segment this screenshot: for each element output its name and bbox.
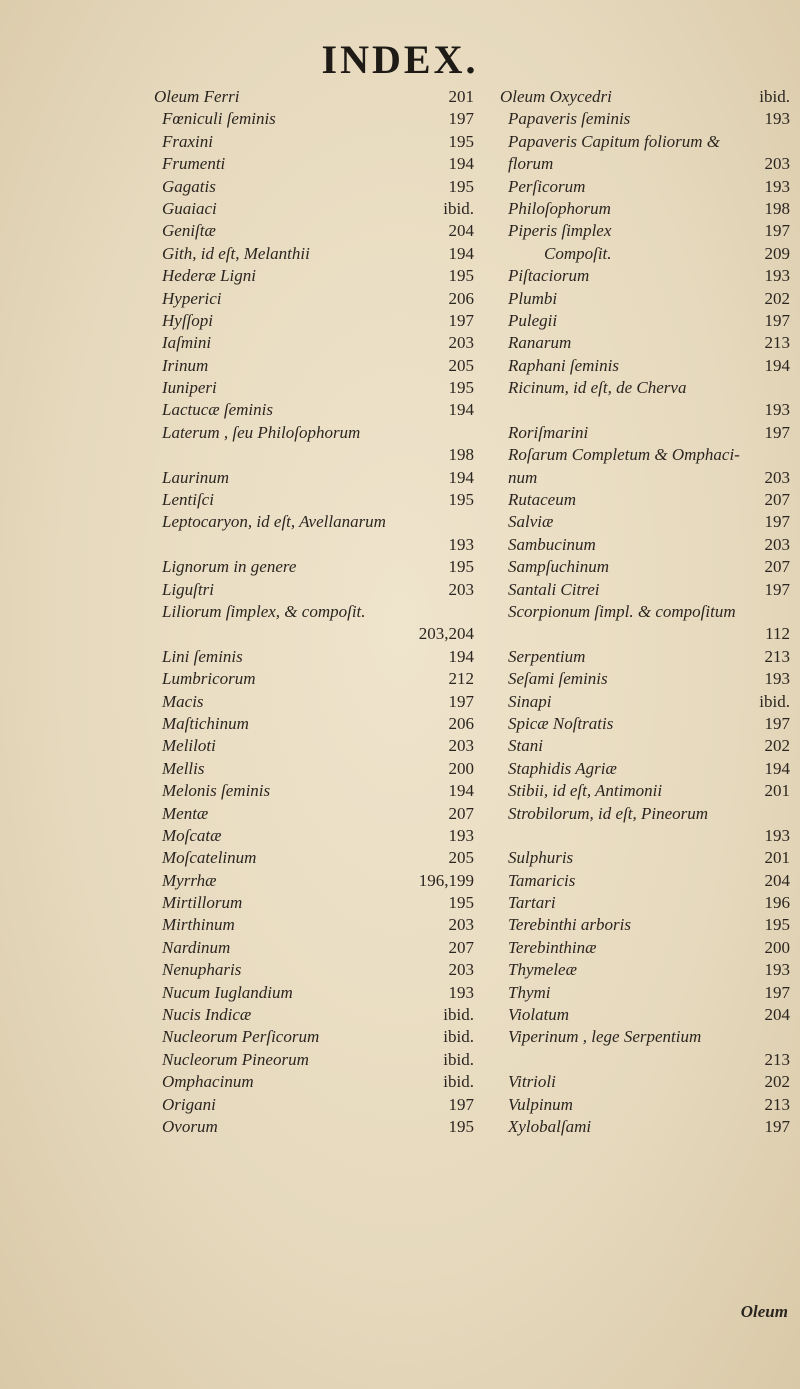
index-entry [162, 982, 474, 1004]
entry-term: Plumbi [508, 288, 558, 308]
entry-term: Omphacinum [162, 1072, 254, 1092]
entry-term: Nucleorum Perſicorum [162, 1027, 320, 1047]
entry-term: Ranarum [508, 333, 572, 353]
index-entry [508, 310, 790, 332]
index-entry [162, 646, 474, 668]
index-entry [162, 668, 474, 690]
entry-page-number: 197 [764, 579, 790, 599]
entry-page-number: 203,204 [418, 624, 474, 644]
index-entry [508, 914, 790, 936]
entry-term: Tamaricis [508, 870, 576, 890]
entry-page-number: 197 [448, 109, 474, 129]
entry-page-number: 207 [448, 803, 474, 823]
index-entry [508, 646, 790, 668]
index-entry [508, 1094, 790, 1116]
index-entry [162, 332, 474, 354]
entry-page-number: 206 [448, 288, 474, 308]
entry-term: Leptocaryon, id eſt, Avellanarum [162, 512, 386, 532]
entry-term: Nenupharis [162, 960, 242, 980]
entry-term: Perſicorum [508, 176, 586, 196]
index-entry [508, 422, 790, 444]
index-entry [508, 399, 790, 421]
index-entry [508, 668, 790, 690]
entry-term: Salviæ [508, 512, 554, 532]
index-entry [162, 892, 474, 914]
index-entry [508, 153, 790, 175]
entry-term: Maſtichinum [162, 713, 249, 733]
index-entry [508, 959, 790, 981]
entry-term: Meliloti [162, 736, 216, 756]
index-entry [508, 713, 790, 735]
index-entry [508, 937, 790, 959]
index-entry [508, 265, 790, 287]
entry-page-number: 193 [448, 825, 474, 845]
entry-term: Papaveris Capitum foliorum & [508, 131, 721, 151]
entry-term: Vitrioli [508, 1072, 556, 1092]
entry-term: Laterum , ſeu Philoſophorum [162, 422, 361, 442]
index-entry [508, 467, 790, 489]
entry-page-number: 197 [764, 512, 790, 532]
entry-term: Thymi [508, 982, 551, 1002]
entry-page-number: 195 [448, 131, 474, 151]
entry-page-number: 195 [448, 176, 474, 196]
index-column-right [500, 86, 790, 1138]
entry-page-number: ibid. [443, 198, 474, 218]
index-entry [162, 198, 474, 220]
entry-page-number: 194 [448, 400, 474, 420]
index-entry [162, 870, 474, 892]
index-entry [508, 1116, 790, 1138]
entry-page-number: 202 [764, 736, 790, 756]
index-entry [508, 735, 790, 757]
entry-term: Philoſophorum [508, 198, 611, 218]
entry-term: Liliorum ſimplex, & compoſit. [162, 601, 366, 621]
entry-page-number: 202 [764, 1072, 790, 1092]
entry-term: Rutaceum [508, 490, 576, 510]
index-entry [162, 511, 474, 533]
entry-term: Lini ſeminis [162, 646, 243, 666]
entry-page-number: ibid. [443, 1049, 474, 1069]
index-entry [162, 1049, 474, 1071]
entry-page-number: 200 [764, 937, 790, 957]
index-entry [162, 1071, 474, 1093]
entry-page-number: 193 [764, 109, 790, 129]
index-entry [162, 691, 474, 713]
index-entry [162, 758, 474, 780]
entry-term: Sulphuris [508, 848, 574, 868]
index-entry [508, 825, 790, 847]
entry-term: Stani [508, 736, 543, 756]
entry-page-number: 194 [448, 467, 474, 487]
entry-term: Piperis ſimplex [508, 221, 612, 241]
index-entry [162, 265, 474, 287]
index-entry [508, 780, 790, 802]
entry-page-number: 197 [448, 310, 474, 330]
entry-term: Iaſmini [162, 333, 212, 353]
index-entry [162, 825, 474, 847]
entry-term: Vulpinum [508, 1094, 573, 1114]
entry-page-number: 200 [448, 758, 474, 778]
index-entry [508, 623, 790, 645]
entry-page-number: 197 [764, 221, 790, 241]
entry-page-number: 202 [764, 288, 790, 308]
index-entry [162, 444, 474, 466]
entry-page-number: 204 [448, 221, 474, 241]
index-entry [508, 444, 790, 466]
entry-page-number: 193 [764, 825, 790, 845]
index-entry [508, 108, 790, 130]
entry-term: Roſarum Completum & Omphaci- [508, 445, 740, 465]
entry-term: Iuniperi [162, 378, 217, 398]
entry-term: Gith, id eſt, Melanthii [162, 243, 310, 263]
entry-page-number: 193 [448, 982, 474, 1002]
index-column-left [154, 86, 474, 1138]
page-title: INDEX. [321, 37, 479, 82]
entry-page-number: 203 [764, 534, 790, 554]
entry-page-number: 194 [448, 646, 474, 666]
index-entry [508, 288, 790, 310]
index-entry [162, 780, 474, 802]
entry-page-number: ibid. [759, 87, 790, 106]
entry-term: Gagatis [162, 176, 216, 196]
index-entry [162, 534, 474, 556]
entry-page-number: 207 [764, 490, 790, 510]
entry-page-number: 194 [448, 781, 474, 801]
entry-term: Xylobalſami [508, 1116, 592, 1136]
entry-page-number: 197 [448, 1094, 474, 1114]
index-entry [162, 556, 474, 578]
entry-page-number: 201 [764, 781, 790, 801]
entry-page-number: ibid. [759, 691, 790, 711]
entry-term: Spicæ Noſtratis [508, 713, 614, 733]
entry-term: Stibii, id eſt, Antimonii [508, 781, 663, 801]
entry-term: num [508, 467, 538, 487]
index-entry [162, 623, 474, 645]
entry-page-number: 203 [448, 960, 474, 980]
entry-term: Hederæ Ligni [162, 266, 256, 286]
entry-term: Melonis ſeminis [162, 781, 271, 801]
index-entry [162, 108, 474, 130]
entry-term: Viperinum , lege Serpentium [508, 1027, 702, 1047]
entry-page-number: 203 [448, 579, 474, 599]
index-entry [508, 556, 790, 578]
entry-term: Nucis Indicæ [162, 1005, 252, 1025]
entry-page-number: 198 [448, 445, 474, 465]
entry-page-number: 194 [764, 758, 790, 778]
entry-term: Origani [162, 1094, 216, 1114]
index-entry [508, 1071, 790, 1093]
entry-term: Mellis [162, 758, 205, 778]
entry-term: Nucleorum Pineorum [162, 1049, 309, 1069]
index-entry [162, 489, 474, 511]
entry-page-number: 193 [764, 669, 790, 689]
index-entry [508, 176, 790, 198]
entry-term: Fœniculi ſeminis [162, 109, 276, 129]
index-entry [162, 355, 474, 377]
index-entry [162, 422, 474, 444]
index-entry [508, 355, 790, 377]
entry-page-number: 203 [448, 915, 474, 935]
entry-page-number: 112 [765, 624, 790, 644]
entry-page-number: 194 [764, 355, 790, 375]
index-entry [508, 892, 790, 914]
entry-term: Terebinthinæ [508, 937, 597, 957]
entry-page-number: 207 [448, 937, 474, 957]
index-entry [500, 86, 790, 108]
index-entry [508, 198, 790, 220]
index-entry [162, 243, 474, 265]
index-entry [508, 803, 790, 825]
index-entry [508, 1004, 790, 1026]
index-entry [162, 579, 474, 601]
entry-page-number: 209 [764, 243, 790, 263]
index-entry [162, 377, 474, 399]
entry-term: Moſcatelinum [162, 848, 257, 868]
entry-page-number: 196 [764, 893, 790, 913]
index-entry [508, 220, 790, 242]
entry-term: Compoſit. [544, 243, 612, 263]
entry-page-number: 194 [448, 154, 474, 174]
index-entry [508, 511, 790, 533]
entry-page-number: 203 [764, 154, 790, 174]
index-entry [508, 1026, 790, 1048]
entry-term: Papaveris ſeminis [508, 109, 631, 129]
entry-page-number: 207 [764, 557, 790, 577]
entry-term: Thymeleæ [508, 960, 577, 980]
index-entry [162, 399, 474, 421]
entry-term: Moſcatæ [162, 825, 222, 845]
entry-term: Roriſmarini [508, 422, 589, 442]
entry-page-number: 203 [448, 333, 474, 353]
index-entry [508, 243, 790, 265]
entry-page-number: 195 [448, 266, 474, 286]
entry-term: Serpentium [508, 646, 586, 666]
entry-page-number: 193 [764, 266, 790, 286]
index-entry [162, 1026, 474, 1048]
entry-term: Seſami ſeminis [508, 669, 608, 689]
entry-term: Myrrhæ [162, 870, 217, 890]
entry-page-number: ibid. [443, 1027, 474, 1047]
entry-term: Sinapi [508, 691, 552, 711]
index-entry [508, 601, 790, 623]
entry-page-number: 195 [448, 1116, 474, 1136]
index-entry [162, 914, 474, 936]
index-entry [508, 870, 790, 892]
index-entry [508, 758, 790, 780]
entry-page-number: 212 [448, 669, 474, 689]
entry-term: Fraxini [162, 131, 213, 151]
index-entry [162, 288, 474, 310]
entry-page-number: 197 [448, 691, 474, 711]
entry-term: Mirtillorum [162, 893, 243, 913]
index-entry [508, 579, 790, 601]
index-entry [154, 86, 474, 108]
entry-page-number: 194 [448, 243, 474, 263]
entry-page-number: 197 [764, 422, 790, 442]
index-entry [162, 176, 474, 198]
entry-page-number: 193 [764, 400, 790, 420]
index-entry [162, 803, 474, 825]
entry-term: Sampſuchinum [508, 557, 610, 577]
entry-page-number: ibid. [443, 1072, 474, 1092]
entry-page-number: ibid. [443, 1005, 474, 1025]
entry-term: Ricinum, id eſt, de Cherva [508, 378, 687, 398]
entry-term: Lactucæ ſeminis [162, 400, 273, 420]
entry-page-number: 203 [764, 467, 790, 487]
entry-page-number: 204 [764, 870, 790, 890]
entry-page-number: 213 [764, 646, 790, 666]
entry-term: Scorpionum ſimpl. & compoſitum [508, 601, 736, 621]
entry-term: Ovorum [162, 1116, 218, 1136]
entry-term: Hyſſopi [162, 310, 213, 330]
index-entry [162, 959, 474, 981]
entry-term: Hyperici [162, 288, 222, 308]
entry-page-number: 204 [764, 1005, 790, 1025]
entry-term: florum [508, 154, 554, 174]
entry-page-number: 197 [764, 1116, 790, 1136]
index-entry [162, 153, 474, 175]
index-entry [508, 377, 790, 399]
entry-page-number: 206 [448, 713, 474, 733]
entry-page-number: 195 [448, 557, 474, 577]
entry-term: Liguſtri [162, 579, 214, 599]
entry-page-number: 195 [448, 893, 474, 913]
entry-term: Irinum [162, 355, 209, 375]
entry-term: Nardinum [162, 937, 231, 957]
entry-page-number: 193 [764, 176, 790, 196]
entry-term: Nucum Iuglandium [162, 982, 293, 1002]
index-entry [508, 131, 790, 153]
entry-term: Raphani ſeminis [508, 355, 619, 375]
entry-page-number: 213 [764, 1094, 790, 1114]
entry-page-number: 195 [448, 378, 474, 398]
entry-term: Sambucinum [508, 534, 596, 554]
entry-page-number: 213 [764, 333, 790, 353]
entry-term: Mentæ [162, 803, 209, 823]
entry-page-number: 193 [448, 534, 474, 554]
entry-page-number: 201 [448, 87, 474, 106]
index-entry [162, 467, 474, 489]
index-entry [162, 847, 474, 869]
index-entry [508, 691, 790, 713]
entry-term: Oleum Ferri [154, 87, 240, 106]
entry-page-number: 203 [448, 736, 474, 756]
index-entry [508, 1049, 790, 1071]
entry-term: Strobilorum, id eſt, Pineorum [508, 803, 709, 823]
entry-term: Macis [162, 691, 204, 711]
entry-page-number: 213 [764, 1049, 790, 1069]
index-entry [162, 131, 474, 153]
entry-page-number: 205 [448, 355, 474, 375]
index-entry [162, 1116, 474, 1138]
entry-page-number: 195 [764, 915, 790, 935]
entry-term: Violatum [508, 1005, 570, 1025]
entry-term: Lignorum in genere [162, 557, 297, 577]
index-entry [162, 713, 474, 735]
index-entry [162, 310, 474, 332]
entry-page-number: 197 [764, 982, 790, 1002]
entry-page-number: 193 [764, 960, 790, 980]
index-entry [162, 220, 474, 242]
entry-page-number: 195 [448, 490, 474, 510]
index-entry [162, 937, 474, 959]
index-entry [162, 1004, 474, 1026]
entry-term: Staphidis Agriæ [508, 758, 617, 778]
index-entry [508, 332, 790, 354]
entry-page-number: 197 [764, 310, 790, 330]
entry-page-number: 205 [448, 848, 474, 868]
index-entry [508, 489, 790, 511]
entry-page-number: 196,199 [418, 870, 474, 890]
entry-term: Laurinum [162, 467, 230, 487]
entry-page-number: 201 [764, 848, 790, 868]
entry-term: Pulegii [508, 310, 558, 330]
entry-term: Frumenti [162, 154, 226, 174]
entry-term: Geniſtæ [162, 221, 216, 241]
index-entry [162, 735, 474, 757]
entry-page-number: 198 [764, 198, 790, 218]
entry-term: Lumbricorum [162, 669, 256, 689]
entry-term: Terebinthi arboris [508, 915, 631, 935]
entry-term: Santali Citrei [508, 579, 600, 599]
index-entry [162, 601, 474, 623]
index-entry [508, 534, 790, 556]
entry-term: Guaiaci [162, 198, 217, 218]
entry-term: Tartari [508, 893, 556, 913]
entry-term: Oleum Oxycedri [500, 87, 612, 106]
entry-page-number: 197 [764, 713, 790, 733]
entry-term: Piſtaciorum [508, 266, 590, 286]
catchword: Oleum [740, 1302, 788, 1321]
entry-term: Mirthinum [162, 915, 235, 935]
index-entry [508, 847, 790, 869]
entry-term: Lentiſci [162, 490, 214, 510]
index-entry [162, 1094, 474, 1116]
index-entry [508, 982, 790, 1004]
